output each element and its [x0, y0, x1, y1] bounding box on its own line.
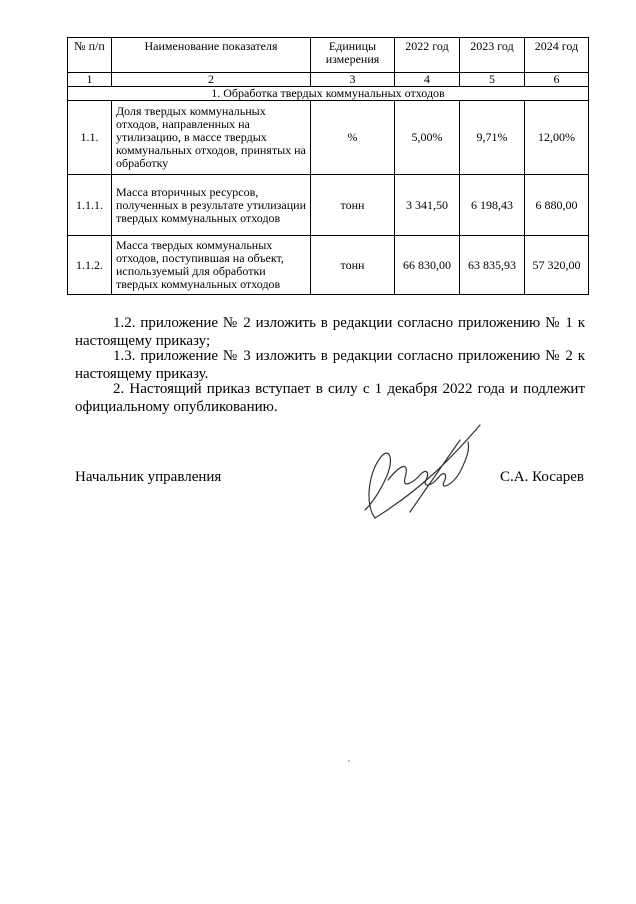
- table-row: [68, 175, 589, 236]
- table-row: [68, 101, 589, 175]
- row-value-2024: 12,00%: [525, 101, 589, 175]
- column-index: 4: [395, 73, 460, 87]
- paragraph-1-2: [75, 314, 585, 350]
- row-value-2022: 3 341,50: [395, 175, 460, 236]
- column-index-row: [68, 73, 589, 87]
- paragraph-2: [75, 380, 585, 416]
- indicators-table: [67, 37, 589, 295]
- column-index: 1: [68, 73, 112, 87]
- row-value-2023: 6 198,43: [460, 175, 525, 236]
- paragraph-text: 1.2. приложение № 2 изложить в редакции согласно приложению № 1 к настоящему приказу;: [75, 315, 585, 349]
- signatory-position: Начальник управления: [75, 469, 222, 485]
- row-name: Масса твердых коммунальных отходов, поступившая на объект, используемый для обработки твердых коммунальных отходов: [112, 236, 311, 295]
- paragraph-text: 2. Настоящий приказ вступает в силу с 1 декабря 2022 года и подлежит официальному опубликованию.: [75, 381, 585, 415]
- paragraph-1-3: [75, 347, 585, 383]
- column-index: 6: [525, 73, 589, 87]
- header-num: № п/п: [68, 38, 112, 73]
- row-num: 1.1.1.: [68, 175, 112, 236]
- handwritten-signature: [340, 420, 490, 525]
- column-index: 5: [460, 73, 525, 87]
- row-num: 1.1.: [68, 101, 112, 175]
- row-name: Доля твердых коммунальных отходов, направленных на утилизацию, в массе твердых коммунальных отходов, принятых на обработку: [112, 101, 311, 175]
- row-value-2024: 6 880,00: [525, 175, 589, 236]
- column-index: 3: [311, 73, 395, 87]
- header-name: Наименование показателя: [112, 38, 311, 73]
- header-2023: 2023 год: [460, 38, 525, 73]
- header-units: Единицы измерения: [311, 38, 395, 73]
- row-value-2024: 57 320,00: [525, 236, 589, 295]
- row-unit: тонн: [311, 236, 395, 295]
- header-2024: 2024 год: [525, 38, 589, 73]
- row-value-2022: 66 830,00: [395, 236, 460, 295]
- scan-speck: [348, 760, 350, 762]
- row-num: 1.1.2.: [68, 236, 112, 295]
- table-row: [68, 236, 589, 295]
- row-unit: %: [311, 101, 395, 175]
- table-header-row: [68, 38, 589, 73]
- row-value-2023: 63 835,93: [460, 236, 525, 295]
- section-row: [68, 87, 589, 101]
- row-name: Масса вторичных ресурсов, полученных в результате утилизации твердых коммунальных отходов: [112, 175, 311, 236]
- paragraph-text: 1.3. приложение № 3 изложить в редакции согласно приложению № 2 к настоящему приказу.: [75, 348, 585, 382]
- header-2022: 2022 год: [395, 38, 460, 73]
- section-title: 1. Обработка твердых коммунальных отходов: [68, 87, 589, 101]
- row-value-2022: 5,00%: [395, 101, 460, 175]
- row-value-2023: 9,71%: [460, 101, 525, 175]
- signatory-name: С.А. Косарев: [500, 469, 584, 485]
- row-unit: тонн: [311, 175, 395, 236]
- column-index: 2: [112, 73, 311, 87]
